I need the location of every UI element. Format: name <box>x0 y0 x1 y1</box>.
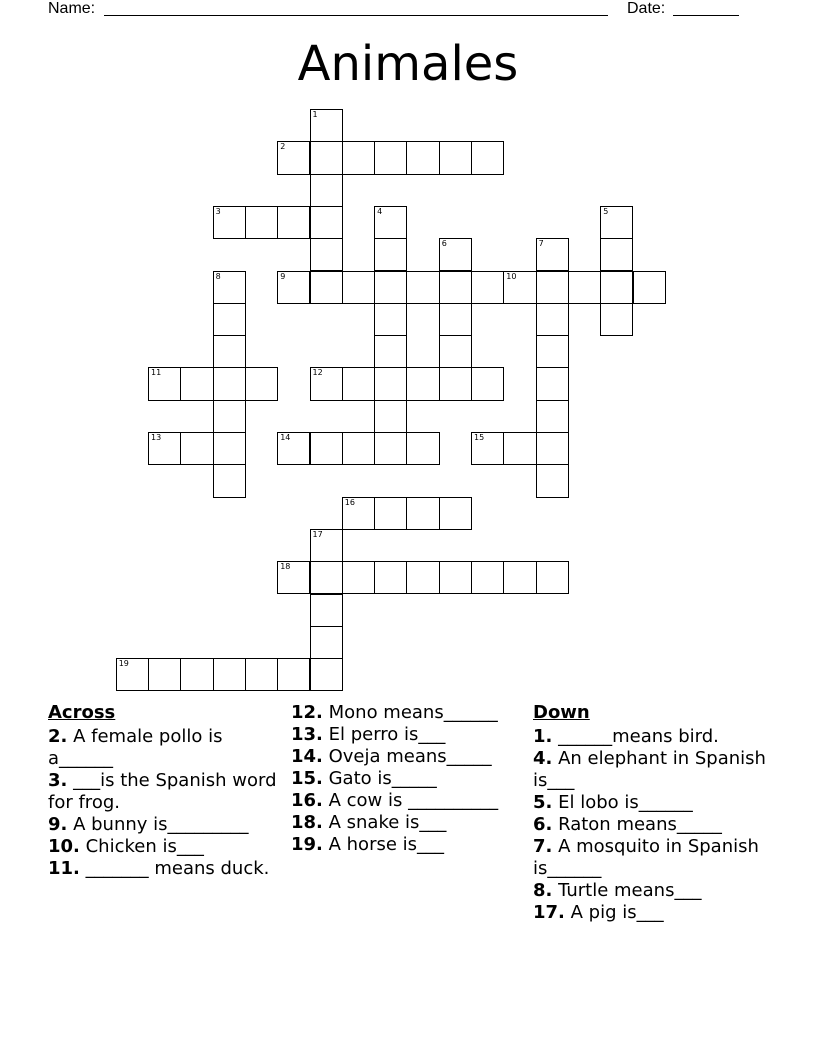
clue-text: A pig is___ <box>564 902 664 923</box>
across-clue <box>48 836 278 858</box>
down-column <box>533 702 773 924</box>
crossword-cell[interactable] <box>310 174 343 207</box>
cell-number: 1 <box>312 110 318 119</box>
crossword-cell[interactable] <box>536 464 569 497</box>
crossword-cell[interactable] <box>471 271 504 304</box>
crossword-cell[interactable] <box>536 271 569 304</box>
down-clue <box>533 748 773 792</box>
clue-number: 4. <box>533 748 553 769</box>
crossword-cell[interactable] <box>536 367 569 400</box>
across-clue <box>48 814 278 836</box>
clue-text: A mosquito in Spanish is______ <box>533 836 759 879</box>
crossword-cell[interactable] <box>310 238 343 271</box>
crossword-cell[interactable] <box>277 561 310 594</box>
crossword-cell[interactable] <box>180 367 213 400</box>
crossword-cell[interactable] <box>439 561 472 594</box>
crossword-cell[interactable] <box>310 109 343 142</box>
clue-number: 10. <box>48 836 80 857</box>
crossword-cell[interactable] <box>213 658 246 691</box>
clue-number: 7. <box>533 836 553 857</box>
cell-number: 10 <box>506 271 517 281</box>
crossword-cell[interactable] <box>310 367 343 400</box>
crossword-cell[interactable] <box>180 432 213 465</box>
crossword-cell[interactable] <box>471 561 504 594</box>
crossword-cell[interactable] <box>342 271 375 304</box>
crossword-cell[interactable] <box>536 561 569 594</box>
across-clue <box>48 726 278 770</box>
crossword-cell[interactable] <box>536 400 569 433</box>
crossword-cell[interactable] <box>213 206 246 239</box>
clue-text: Mono means______ <box>322 702 498 723</box>
crossword-cell[interactable] <box>310 206 343 239</box>
crossword-cell[interactable] <box>406 497 439 530</box>
down-heading: Down <box>533 702 590 723</box>
down-clue <box>533 814 773 836</box>
clue-number: 8. <box>533 880 553 901</box>
across-clue <box>291 746 516 768</box>
cell-number: 14 <box>280 433 291 442</box>
clue-number: 19. <box>291 834 323 855</box>
crossword-cell[interactable] <box>213 367 246 400</box>
crossword-cell[interactable] <box>277 658 310 691</box>
across-clue <box>291 702 516 724</box>
crossword-cell[interactable] <box>471 367 504 400</box>
crossword-cell[interactable] <box>406 432 439 465</box>
clue-text: A female pollo is a______ <box>48 726 223 769</box>
crossword-cell[interactable] <box>406 271 439 304</box>
crossword-cell[interactable] <box>342 561 375 594</box>
clue-text: An elephant in Spanish is___ <box>533 748 766 791</box>
crossword-cell[interactable] <box>374 400 407 433</box>
clue-number: 15. <box>291 768 323 789</box>
crossword-cell[interactable] <box>633 271 666 304</box>
crossword-cell[interactable] <box>342 432 375 465</box>
across-clue <box>291 768 516 790</box>
name-label: Name: <box>48 0 96 17</box>
clue-number: 2. <box>48 726 68 747</box>
cell-number: 9 <box>280 271 286 281</box>
crossword-cell[interactable] <box>600 238 633 271</box>
crossword-cell[interactable] <box>568 271 601 304</box>
clue-text: A cow is __________ <box>322 790 499 811</box>
crossword-cell[interactable] <box>600 303 633 336</box>
crossword-cell[interactable] <box>439 303 472 336</box>
crossword-cell[interactable] <box>439 141 472 174</box>
crossword-cell[interactable] <box>310 626 343 659</box>
crossword-cell[interactable] <box>439 238 472 271</box>
clue-text: ___is the Spanish word for frog. <box>48 770 277 813</box>
crossword-cell[interactable] <box>536 335 569 368</box>
across-clue <box>291 724 516 746</box>
crossword-cell[interactable] <box>213 335 246 368</box>
crossword-cell[interactable] <box>439 271 472 304</box>
crossword-cell[interactable] <box>471 141 504 174</box>
cell-number: 6 <box>441 239 447 249</box>
crossword-cell[interactable] <box>374 206 407 239</box>
crossword-cell[interactable] <box>277 432 310 465</box>
cell-number: 17 <box>312 529 323 539</box>
crossword-cell[interactable] <box>245 206 278 239</box>
crossword-cell[interactable] <box>310 432 343 465</box>
crossword-cell[interactable] <box>245 367 278 400</box>
crossword-cell[interactable] <box>471 432 504 465</box>
cell-number: 12 <box>312 368 323 378</box>
crossword-cell[interactable] <box>406 141 439 174</box>
clue-text: Oveja means_____ <box>322 746 492 767</box>
clue-text: A snake is___ <box>322 812 447 833</box>
clue-text: El lobo is______ <box>552 792 693 813</box>
cell-number: 3 <box>215 206 221 216</box>
crossword-cell[interactable] <box>374 497 407 530</box>
crossword-cell[interactable] <box>439 367 472 400</box>
cell-number: 8 <box>215 271 221 281</box>
clue-number: 12. <box>291 702 323 723</box>
crossword-cell[interactable] <box>310 271 343 304</box>
crossword-cell[interactable] <box>374 367 407 400</box>
cell-number: 5 <box>603 206 609 216</box>
cell-number: 16 <box>344 497 355 507</box>
crossword-cell[interactable] <box>406 367 439 400</box>
crossword-cell[interactable] <box>277 141 310 174</box>
clue-number: 11. <box>48 858 80 879</box>
across-clue <box>291 790 516 812</box>
clue-text: Raton means_____ <box>552 814 722 835</box>
clue-number: 1. <box>533 726 553 747</box>
crossword-cell[interactable] <box>374 238 407 271</box>
crossword-cell[interactable] <box>536 303 569 336</box>
clue-number: 5. <box>533 792 553 813</box>
crossword-cell[interactable] <box>536 432 569 465</box>
clue-number: 3. <box>48 770 68 791</box>
crossword-cell[interactable] <box>374 561 407 594</box>
down-clue <box>533 836 773 880</box>
cell-number: 19 <box>118 659 129 669</box>
crossword-cell[interactable] <box>600 271 633 304</box>
crossword-cell[interactable] <box>213 464 246 497</box>
clue-number: 18. <box>291 812 323 833</box>
clue-text: A bunny is_________ <box>67 814 249 835</box>
clue-number: 6. <box>533 814 553 835</box>
cell-number: 11 <box>151 368 162 378</box>
date-label: Date: <box>627 0 666 17</box>
crossword-cell[interactable] <box>374 432 407 465</box>
crossword-cell[interactable] <box>277 271 310 304</box>
crossword-cell[interactable] <box>180 658 213 691</box>
across-heading: Across <box>48 702 116 723</box>
crossword-cell[interactable] <box>439 497 472 530</box>
down-clue <box>533 792 773 814</box>
crossword-cell[interactable] <box>503 561 536 594</box>
crossword-cell[interactable] <box>310 141 343 174</box>
crossword-cell[interactable] <box>213 400 246 433</box>
cell-number: 2 <box>280 142 286 152</box>
clue-text: ______means bird. <box>552 726 719 747</box>
across-clue <box>291 812 516 834</box>
cell-number: 18 <box>280 562 291 572</box>
cell-number: 15 <box>474 433 485 442</box>
crossword-cell[interactable] <box>213 271 246 304</box>
crossword-cell[interactable] <box>213 303 246 336</box>
clue-number: 17. <box>533 902 565 923</box>
clue-number: 16. <box>291 790 323 811</box>
across-clue <box>48 770 278 814</box>
crossword-cell[interactable] <box>245 658 278 691</box>
down-clue <box>533 726 773 748</box>
clue-text: Chicken is___ <box>79 836 204 857</box>
crossword-cell[interactable] <box>116 658 149 691</box>
crossword-cell[interactable] <box>503 271 536 304</box>
crossword-cell[interactable] <box>503 432 536 465</box>
clue-number: 13. <box>291 724 323 745</box>
crossword-cell[interactable] <box>310 594 343 627</box>
crossword-cell[interactable] <box>148 658 181 691</box>
crossword-cell[interactable] <box>342 367 375 400</box>
crossword-cell[interactable] <box>374 303 407 336</box>
crossword-cell[interactable] <box>310 529 343 562</box>
crossword-cell[interactable] <box>374 335 407 368</box>
crossword-cell[interactable] <box>213 432 246 465</box>
crossword-cell[interactable] <box>148 367 181 400</box>
clue-text: A horse is___ <box>322 834 445 855</box>
down-clue <box>533 902 773 924</box>
crossword-cell[interactable] <box>148 432 181 465</box>
across-column-1 <box>48 702 278 880</box>
crossword-cell[interactable] <box>439 335 472 368</box>
crossword-cell[interactable] <box>277 206 310 239</box>
across-column-2 <box>291 702 516 856</box>
crossword-cell[interactable] <box>406 561 439 594</box>
clue-text: _______ means duck. <box>79 858 270 879</box>
crossword-cell[interactable] <box>374 141 407 174</box>
clue-number: 14. <box>291 746 323 767</box>
cell-number: 13 <box>151 433 162 442</box>
clue-text: El perro is___ <box>322 724 446 745</box>
clue-text: Turtle means___ <box>552 880 702 901</box>
crossword-cell[interactable] <box>374 271 407 304</box>
crossword-cell[interactable] <box>600 206 633 239</box>
page-title: Animales <box>297 36 519 92</box>
crossword-cell[interactable] <box>310 658 343 691</box>
cell-number: 4 <box>377 206 383 216</box>
crossword-cell[interactable] <box>342 141 375 174</box>
cell-number: 7 <box>538 239 544 249</box>
crossword-cell[interactable] <box>310 561 343 594</box>
down-clue <box>533 880 773 902</box>
across-clue <box>48 858 278 880</box>
clue-number: 9. <box>48 814 68 835</box>
across-clue <box>291 834 516 856</box>
clue-text: Gato is_____ <box>322 768 437 789</box>
crossword-cell[interactable] <box>536 238 569 271</box>
crossword-cell[interactable] <box>342 497 375 530</box>
